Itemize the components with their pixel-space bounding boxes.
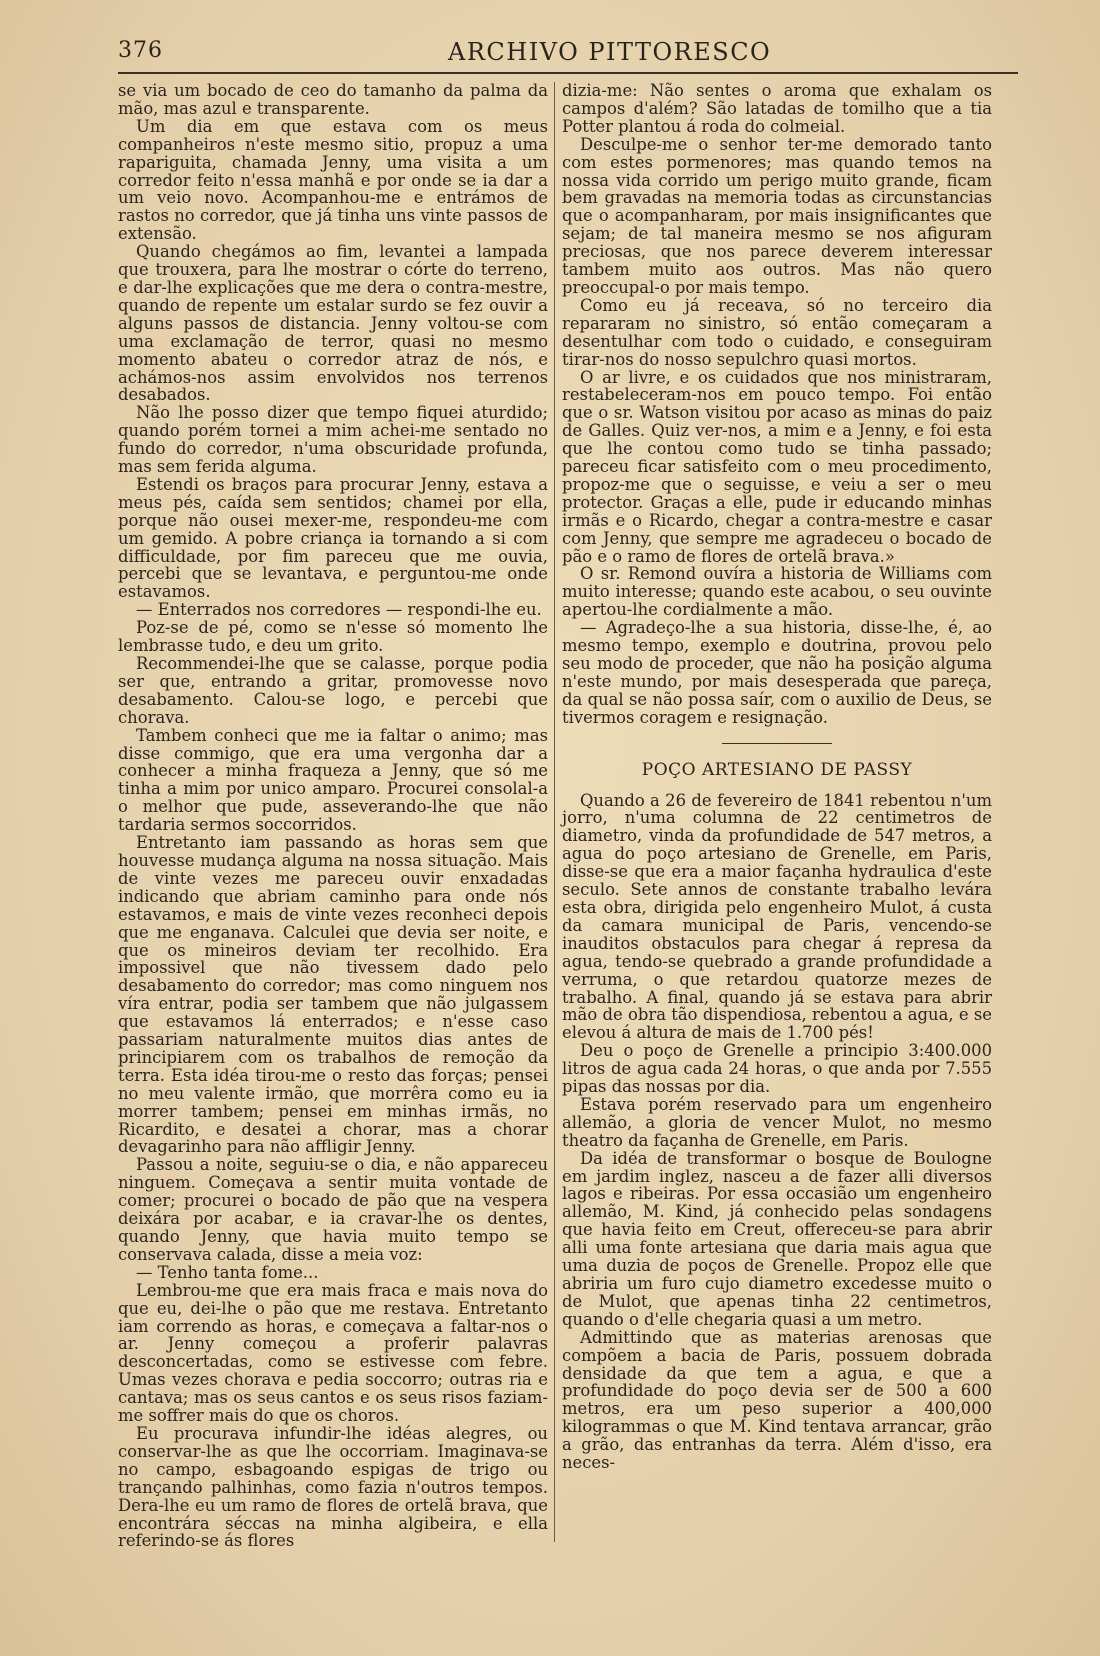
right-column	[562, 82, 992, 1472]
section-divider	[722, 743, 832, 744]
paragraph: Estendi os braços para procurar Jenny, estava a meus pés, caída sem sentidos; chamei por ella, porque não ousei mexer-me, respondeu-me com um gemido. A pobre criança ia tornando a si com difficuldade, por fim pareceu que me ouvia, percebi que se levantava, e perguntou-me onde estavamos.	[118, 474, 548, 602]
paragraph: Poz-se de pé, como se n'esse só momento lhe lembrasse tudo, e deu um grito.	[118, 618, 548, 656]
section-title: POÇO ARTESIANO DE PASSY	[641, 759, 913, 780]
paragraph: — Agradeço-lhe a sua historia, disse-lhe, é, ao mesmo tempo, exemplo e doutrina, provou pelo seu modo de proceder, que não ha posição alguma n'este mundo, por mais desesperada que pareça, da qual se não possa saír, com o auxilio de Deus, se tivermos coragem e resignação.	[562, 618, 992, 727]
page-header	[118, 34, 1018, 72]
paragraph: Estava porém reservado para um engenheiro allemão, a gloria de vencer Mulot, no mesmo theatro da façanha de Grenelle, em Paris.	[562, 1094, 992, 1150]
paragraph: — Tenho tanta fome...	[136, 1262, 319, 1282]
paragraph: O sr. Remond ouvíra a historia de Williams com muito interesse; quando este acabou, o seu ouvinte apertou-lhe cordialmente a mão.	[562, 564, 992, 620]
running-title: ARCHIVO PITTORESCO	[448, 38, 772, 66]
left-column	[118, 82, 548, 1550]
paragraph: Entretanto iam passando as horas sem que houvesse mudança alguma na nossa situação. Mais de vinte vezes me pareceu ouvir enxadadas indicando que abriam caminho para onde nós estavamos, e mais de vinte vezes reconheci depois que me enganava. Calculei que devia ser noite, e que os mineiros deviam ter recolhido. Era impossivel que não tivessem dado pelo desabamento do corredor; mas como ninguem nos víra entrar, podia ser tambem que não julgassem que estavamos lá enterrados; e n'esse caso passariam naturalmente muitos dias antes de principiarem com os trabalhos de remoção da terra. Esta idéa tirou-me o resto das forças; pensei no meu valente irmão, que morrêra como eu ia morrer tambem; pensei em minhas irmãs, no Ricardito, e desatei a chorar, mas a chorar devagarinho para não affligir Jenny.	[118, 833, 548, 1157]
paragraph: Um dia em que estava com os meus companheiros n'este mesmo sitio, propuz a uma rapariguita, chamada Jenny, uma visita a um corredor feito n'essa manhã e por onde se ia dar a um veio novo. Acompanhou-me e entrámos de rastos no corredor, que já tinha uns vinte passos de extensão.	[118, 116, 548, 244]
paragraph: O ar livre, e os cuidados que nos ministraram, restabeleceram-nos em pouco tempo. Foi então que o sr. Watson visitou por acaso as minas do paiz de Galles. Quiz ver-nos, a mim e a Jenny, e foi esta que lhe contou como tudo se tinha passado; pareceu ficar satisfeito com o meu procedimento, propoz-me que o seguisse, e veiu a ser o meu protector. Graças a elle, pude ir educando minhas irmãs e o Ricardo, chegar a contra-mestre e casar com Jenny, que sempre me agradeceu o bocado de pão e o ramo de flores de ortelã brava.»	[562, 367, 992, 566]
paragraph: Lembrou-me que era mais fraca e mais nova do que eu, dei-lhe o pão que me restava. Entretanto iam correndo as horas, e começava a faltar-nos o ar. Jenny começou a proferir palavras desconcertadas, como se estivesse com febre. Umas vezes chorava e pedia soccorro; outras ria e cantava; mas os seus cantos e os seus risos faziam-me soffrer mais do que os choros.	[118, 1280, 548, 1426]
paragraph: Quando chegámos ao fim, levantei a lampada que trouxera, para lhe mostrar o córte do terreno, e dar-lhe explicações que me dera o contra-mestre, quando de repente um estalar surdo se fez ouvir a alguns passos de distancia. Jenny voltou-se com uma exclamação de terror, quasi no mesmo momento abateu o corredor atraz de nós, e achámos-nos assim envolvidos nos terrenos desabados.	[118, 242, 548, 405]
paragraph: — Enterrados nos corredores — respondi-lhe eu.	[136, 600, 542, 620]
paragraph: Como eu já receava, só no terceiro dia repararam no sinistro, só então começaram a desentulhar com todo o cuidado, e conseguiram tirar-nos do nosso sepulchro quasi mortos.	[562, 295, 992, 369]
paragraph: dizia-me: Não sentes o aroma que exhalam os campos d'além? São latadas de tomilho que a tia Potter plantou á roda do colmeial.	[562, 81, 992, 136]
paragraph: Tambem conheci que me ia faltar o animo; mas disse commigo, que era uma vergonha dar a conhecer a minha fraqueza a Jenny, que só me tinha a mim por unico amparo. Procurei consolal-a o melhor que pude, asseverando-lhe que não tardaria sermos soccorridos.	[118, 725, 548, 835]
column-divider	[554, 82, 555, 1542]
paragraph: Passou a noite, seguiu-se o dia, e não appareceu ninguem. Começava a sentir muita vontade de comer; procurei o bocado de pão que na vespera deixára por acabar, e ia cravar-lhe os dentes, quando Jenny, que havia muito tempo se conservava calada, disse a meia voz:	[118, 1155, 548, 1264]
paragraph: Recommendei-lhe que se calasse, porque podia ser que, entrando a gritar, promovesse novo desabamento. Calou-se logo, e percebi que chorava.	[118, 654, 548, 727]
paragraph: Quando a 26 de fevereiro de 1841 rebentou n'um jorro, n'uma columna de 22 centimetros de diametro, vinda da profundidade de 547 metros, a agua do poço artesiano de Grenelle, em Paris, disse-se que era a maior façanha hydraulica d'este seculo. Sete annos de constante trabalho levára esta obra, dirigida pelo engenheiro Mulot, á custa da camara municipal de Paris, vencendo-se inauditos obstaculos para chegar á represa da agua, tendo-se quebrado a grande profundidade a verruma, o que retardou quatorze mezes de trabalho. A final, quando já se estava para abrir mão de obra tão dispendiosa, rebentou a agua, e se elevou á altura de mais de 1.700 pés!	[562, 790, 992, 1043]
paragraph: se via um bocado de ceo do tamanho da palma da mão, mas azul e transparente.	[118, 81, 548, 118]
paragraph: Deu o poço de Grenelle a principio 3:400.000 litros de agua cada 24 horas, o que anda por 7.555 pipas das nossas por dia.	[562, 1041, 992, 1097]
paragraph: Da idéa de transformar o bosque de Boulogne em jardim inglez, nasceu a de fazer alli diversos lagos e ribeiras. Por essa occasião um engenheiro allemão, M. Kind, já conhecido pelas sondagens que havia feito em Creut, offereceu-se para abrir alli uma fonte artesiana que daria mais agua que uma duzia de poços de Grenelle. Propoz elle que abriria um furo cujo diametro excedesse muito o de Mulot, que apenas tinha 22 centimetros, quando o d'elle chegaria quasi a um metro.	[562, 1148, 992, 1329]
header-rule	[118, 72, 1018, 74]
paragraph: Admittindo que as materias arenosas que compõem a bacia de Paris, possuem dobrada densidade da que tem a agua, e que a profundidade do poço devia ser de 500 a 600 metros, era um peso superior a 400,000 kilogrammas o que M. Kind tentava arrancar, grão a grão, das entranhas da terra. Além d'isso, era neces-	[562, 1327, 992, 1473]
paragraph: Não lhe posso dizer que tempo fiquei aturdido; quando porém tornei a mim achei-me sentado no fundo do corredor, n'uma obscuridade profunda, mas sem ferida alguma.	[118, 403, 548, 477]
page-number: 376	[118, 38, 163, 63]
paragraph: Desculpe-me o senhor ter-me demorado tanto com estes pormenores; mas quando temos na nossa vida corrido um perigo muito grande, ficam bem gravadas na memoria todas as circunstancias que o acompanharam, por mais insignificantes que sejam; de tal maneira mesmo se nos afiguram preciosas, que nos parece deverem interessar tambem muito aos outros. Mas não quero preoccupal-o por mais tempo.	[562, 134, 992, 297]
paragraph: Eu procurava infundir-lhe idéas alegres, ou conservar-lhe as que lhe occorriam. Imaginava-se no campo, esbagoando espigas de trigo ou trançando palhinhas, como fazia n'outros tempos. Dera-lhe eu um ramo de flores de ortelã brava, que encontrára séccas na minha algibeira, e ella referindo-se ás flores	[118, 1423, 548, 1551]
